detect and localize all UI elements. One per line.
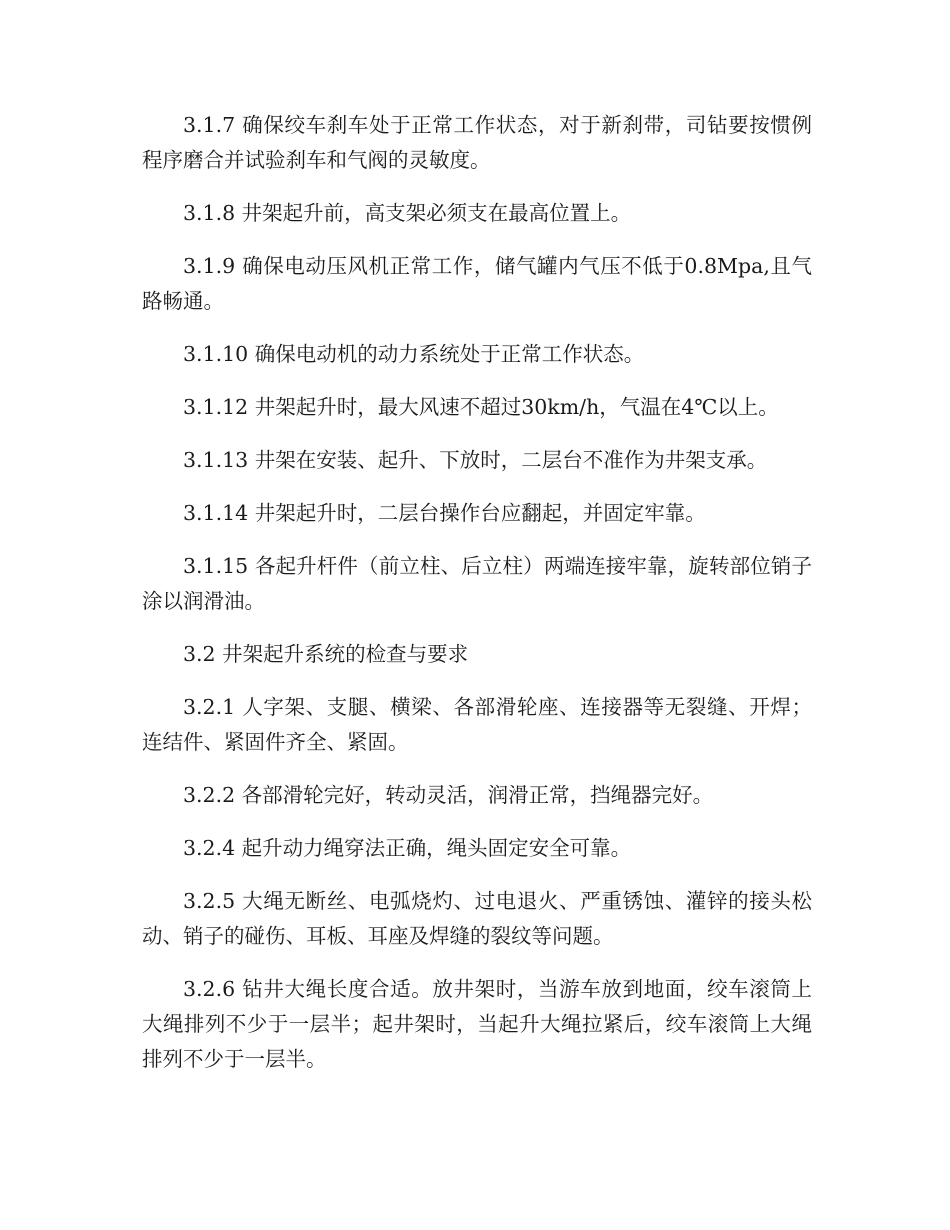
paragraph-3-1-7: 3.1.7 确保绞车刹车处于正常工作状态，对于新刹带，司钻要按惯例程序磨合并试验刹车和气阀的灵敏度。 — [142, 113, 812, 172]
paragraph-3-2-6: 3.2.6 钻井大绳长度合适。放井架时，当游车放到地面，绞车滚筒上大绳排列不少于一层半；起井架时，当起升大绳拉紧后，绞车滚筒上大绳排列不少于一层半。 — [142, 977, 812, 1071]
paragraph-3-1-13: 3.1.13 井架在安装、起升、下放时，二层台不准作为井架支承。 — [183, 448, 768, 472]
paragraph-3-1-8: 3.1.8 井架起升前，高支架必须支在最高位置上。 — [183, 201, 632, 225]
paragraph-3-1-14: 3.1.14 井架起升时，二层台操作台应翻起，并固定牢靠。 — [183, 501, 706, 525]
paragraph-3-1-10: 3.1.10 确保电动机的动力系统处于正常工作状态。 — [183, 342, 645, 366]
paragraph-3-1-15: 3.1.15 各起升杆件（前立柱、后立柱）两端连接牢靠，旋转部位销子涂以润滑油。 — [142, 554, 812, 613]
paragraph-3-1-9: 3.1.9 确保电动压风机正常工作，储气罐内气压不低于0.8Mpa,且气路畅通。 — [142, 254, 812, 313]
paragraph-3-2-5: 3.2.5 大绳无断丝、电弧烧灼、过电退火、严重锈蚀、灌锌的接头松动、销子的碰伤、耳板、耳座及焊缝的裂纹等问题。 — [142, 889, 812, 948]
document-body — [142, 108, 812, 1095]
paragraph-3-1-12: 3.1.12 井架起升时，最大风速不超过30km/h，气温在4℃以上。 — [183, 395, 779, 419]
paragraph-3-2-1: 3.2.1 人字架、支腿、横梁、各部滑轮座、连接器等无裂缝、开焊；连结件、紧固件齐全、紧固。 — [142, 695, 812, 754]
paragraph-3-2-2: 3.2.2 各部滑轮完好，转动灵活，润滑正常，挡绳器完好。 — [183, 783, 714, 807]
section-heading-3-2: 3.2 井架起升系统的检查与要求 — [183, 642, 469, 666]
paragraph-3-2-4: 3.2.4 起升动力绳穿法正确，绳头固定安全可靠。 — [183, 836, 632, 860]
